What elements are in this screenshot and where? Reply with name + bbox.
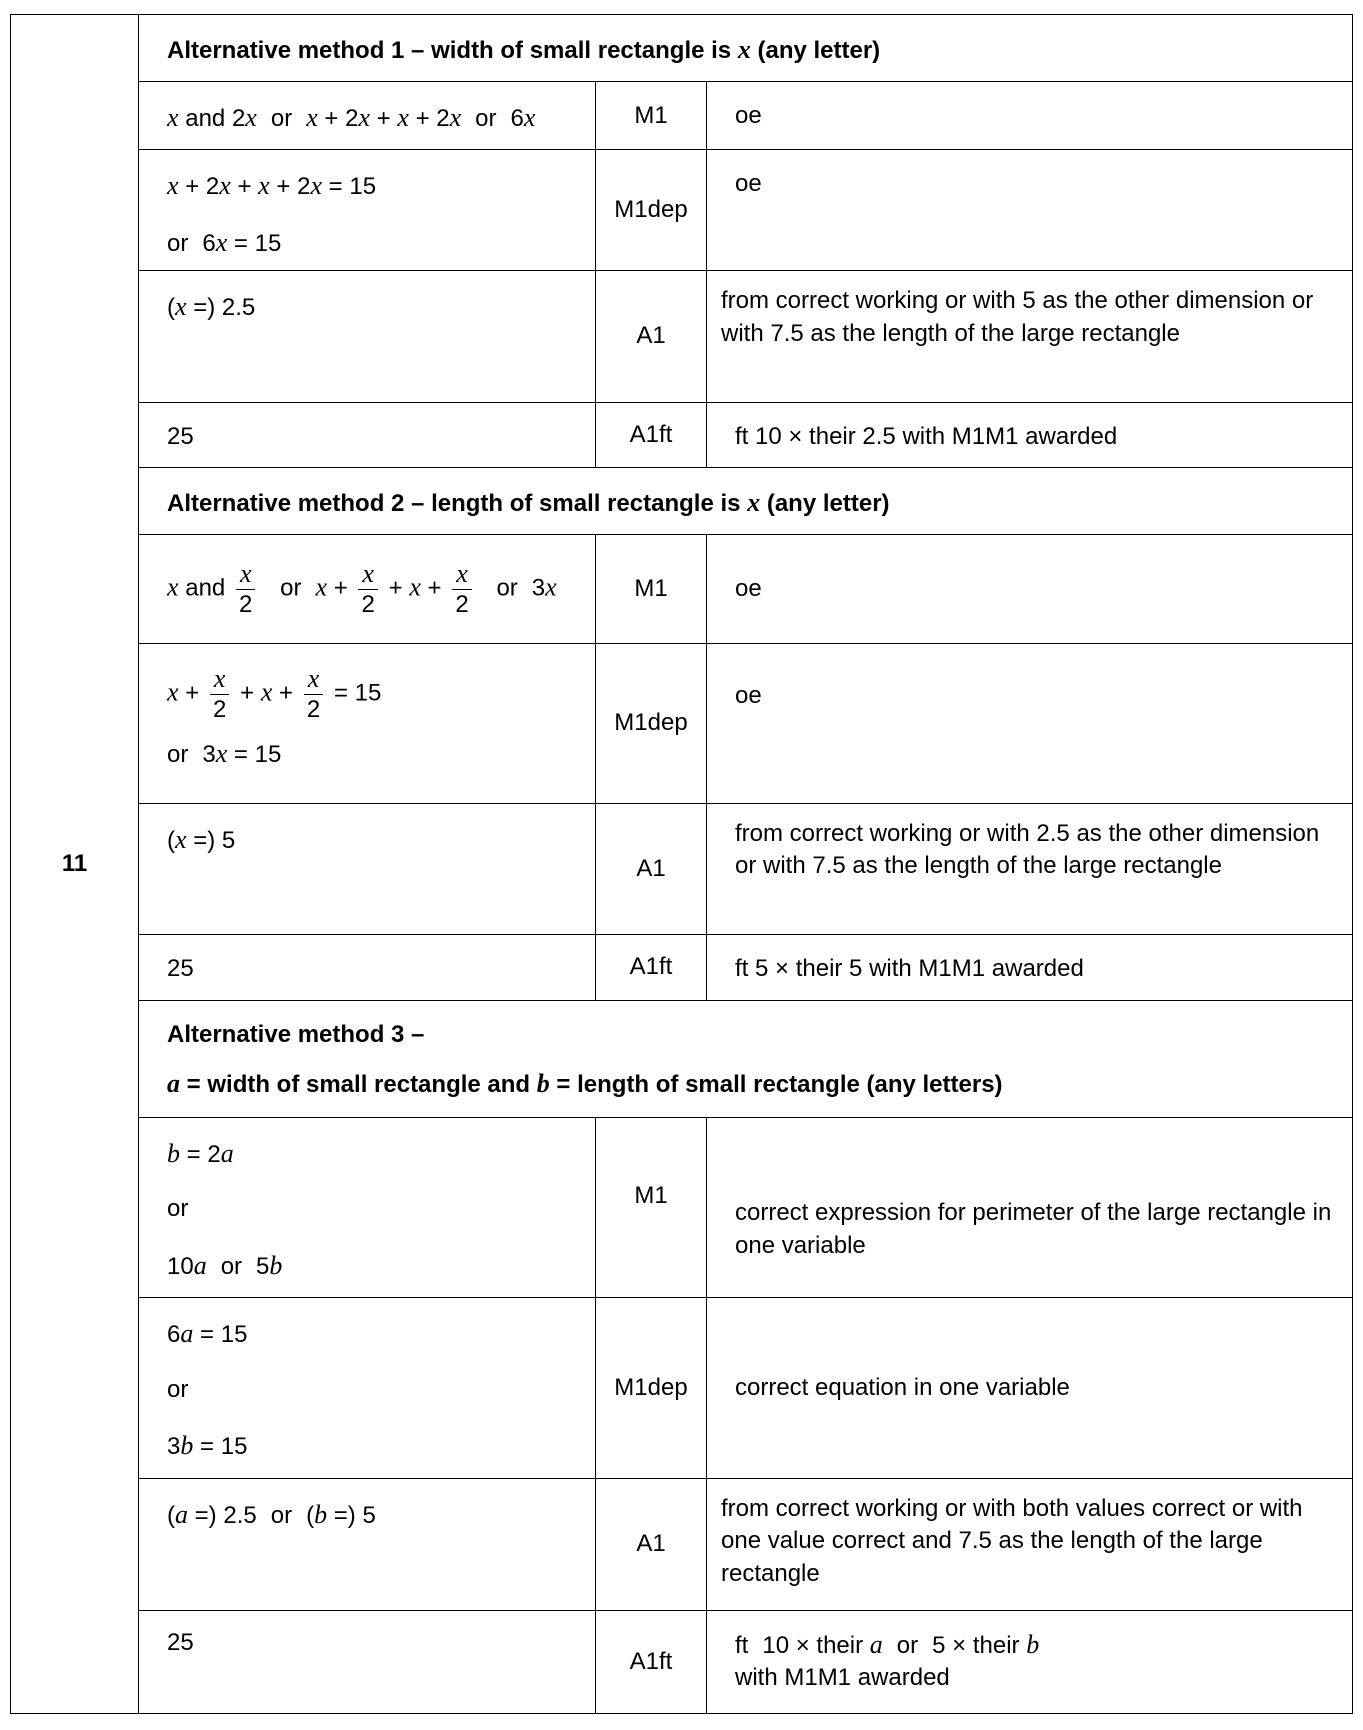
alt2-comment-2: oe [707,644,1353,804]
alt2-mark-3: A1 [596,803,707,935]
alt3-answer-4: 25 [139,1610,596,1713]
alt1-comment-4: ft 10 × their 2.5 with M1M1 awarded [707,402,1353,467]
alt3-heading: Alternative method 3 – a = width of small rectangle and b = length of small rectangle (any letters) [139,1000,1353,1117]
fraction-x-over-2: $\frac{x}{2}$ [304,666,324,722]
alt1-comment-3: from correct working or with 5 as the other dimension or with 7.5 as the length of the large rectangle [707,271,1353,403]
alt3-mark-2: M1dep [596,1298,707,1479]
alt3-mark-1: M1 [596,1117,707,1298]
alt2-comment-4: ft 5 × their 5 with M1M1 awarded [707,935,1353,1000]
alt2-answer-3: (x =) 5 [139,803,596,935]
alt1-answer-4: 25 [139,402,596,467]
alt3-comment-1: correct expression for perimeter of the large rectangle in one variable [707,1117,1353,1298]
alt3-mark-3: A1 [596,1479,707,1611]
alt2-mark-4: A1ft [596,935,707,1000]
alt1-answer-2: x + 2x + x + 2x = 15 or 6x = 15 [139,149,596,270]
fraction-x-over-2: $\frac{x}{2}$ [210,666,230,722]
alt3-mark-4: A1ft [596,1610,707,1713]
alt2-answer-1: x and $\frac{x}{2}$ or x + $\frac{x}{2}$ + x + $\frac{x}{2}$ or 3x [139,535,596,644]
alt3-answer-3: (a =) 2.5 or (b =) 5 [139,1479,596,1611]
alt3-comment-4: ft 10 × their a or 5 × their b with M1M1 awarded [707,1610,1353,1713]
alt2-mark-1: M1 [596,535,707,644]
alt3-comment-3: from correct working or with both values correct or with one value correct and 7.5 as the length of the large rectangle [707,1479,1353,1611]
alt3-comment-2: correct equation in one variable [707,1298,1353,1479]
fraction-x-over-2: $\frac{x}{2}$ [236,561,256,617]
fraction-x-over-2: $\frac{x}{2}$ [358,561,378,617]
alt1-answer-1: x and 2x or x + 2x + x + 2x or 6x [139,82,596,149]
alt3-answer-1: b = 2a or 10a or 5b [139,1117,596,1298]
alt2-comment-1: oe [707,535,1353,644]
alt1-mark-1: M1 [596,82,707,149]
fraction-x-over-2: $\frac{x}{2}$ [452,561,472,617]
alt2-heading: Alternative method 2 – length of small rectangle is x (any letter) [139,467,1353,534]
alt1-mark-2: M1dep [596,149,707,270]
question-number: 11 [11,15,139,1714]
alt3-answer-2: 6a = 15 or 3b = 15 [139,1298,596,1479]
alt1-mark-4: A1ft [596,402,707,467]
alt2-answer-2: x + $\frac{x}{2}$ + x + $\frac{x}{2}$ = 15 or 3x = 15 [139,644,596,804]
alt1-mark-3: A1 [596,271,707,403]
alt1-comment-2: oe [707,149,1353,270]
alt2-answer-4: 25 [139,935,596,1000]
alt1-heading: Alternative method 1 – width of small rectangle is x (any letter) [139,15,1353,82]
mark-scheme-table [10,14,1353,1714]
alt1-answer-3: (x =) 2.5 [139,271,596,403]
alt2-mark-2: M1dep [596,644,707,804]
alt1-comment-1: oe [707,82,1353,149]
alt2-comment-3: from correct working or with 2.5 as the other dimension or with 7.5 as the length of the large rectangle [707,803,1353,935]
